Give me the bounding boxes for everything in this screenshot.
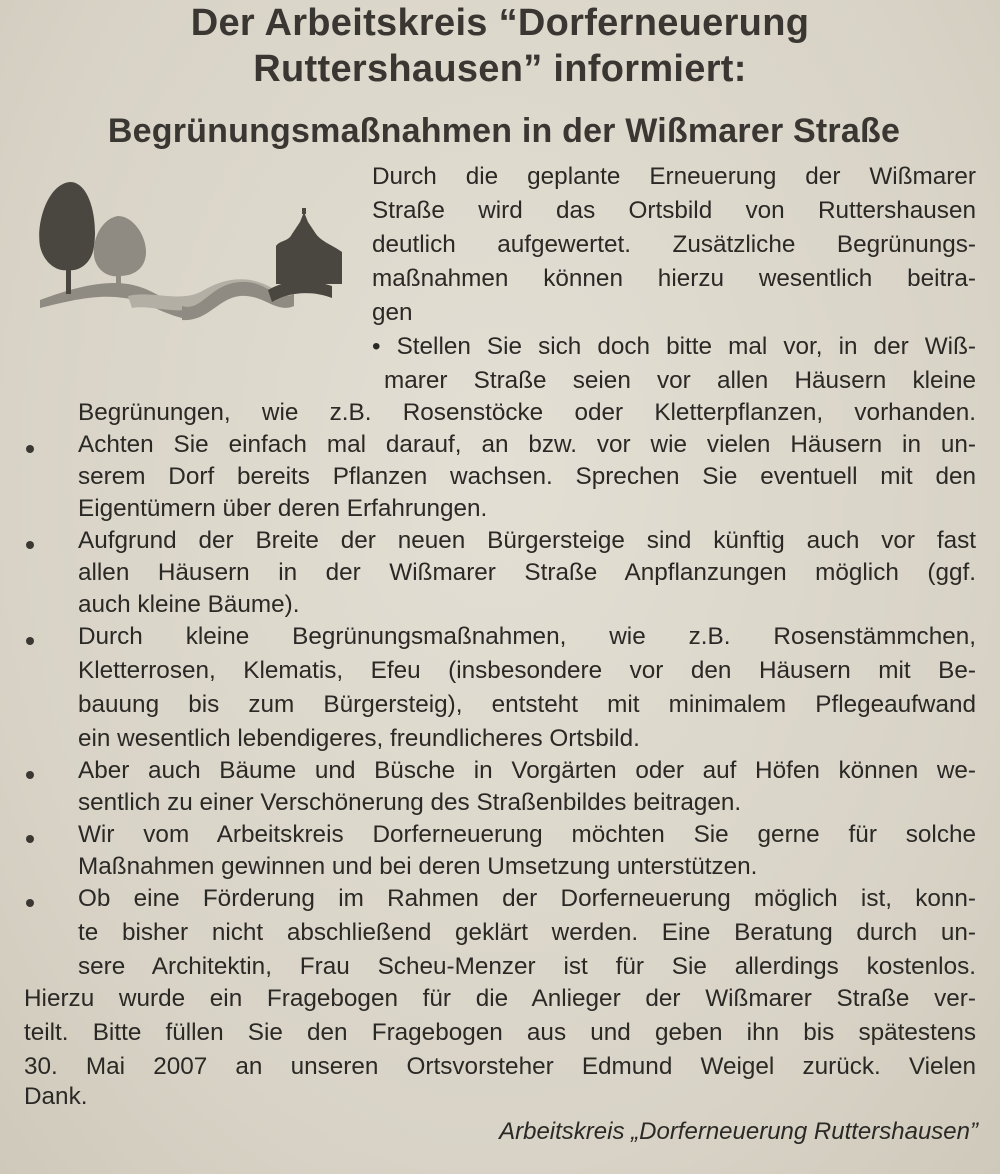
bullet-marker bbox=[26, 899, 34, 907]
closing-line: teilt. Bitte füllen Sie den Fragebogen aus und geben ihn bis spätestens bbox=[24, 1019, 976, 1046]
bullet-line: sere Architektin, Frau Scheu-Menzer ist für Sie allerdings kostenlos. bbox=[78, 953, 976, 980]
closing-line: Dank. bbox=[24, 1083, 88, 1110]
intro-line: maßnahmen können hierzu wesentlich beitra- bbox=[372, 265, 976, 292]
bullet-line: allen Häusern in der Wißmarer Straße Anpflanzungen möglich (ggf. bbox=[78, 559, 976, 586]
bullet-marker bbox=[26, 541, 34, 549]
bullet-line: Ob eine Förderung im Rahmen der Dorferneuerung möglich ist, konn- bbox=[78, 885, 976, 912]
bullet-line: • Stellen Sie sich doch bitte mal vor, in der Wiß- bbox=[372, 333, 976, 360]
bullet-line: serem Dorf bereits Pflanzen wachsen. Sprechen Sie eventuell mit den bbox=[78, 463, 976, 490]
bullet-line: te bisher nicht abschließend geklärt werden. Eine Beratung durch un- bbox=[78, 919, 976, 946]
intro-line: deutlich aufgewertet. Zusätzliche Begrünungs- bbox=[372, 231, 976, 258]
bullet-line: marer Straße seien vor allen Häusern kleine bbox=[384, 367, 976, 394]
bullet-line: Begrünungen, wie z.B. Rosenstöcke oder Kletterpflanzen, vorhanden. bbox=[78, 399, 976, 426]
bullet-marker bbox=[26, 445, 34, 453]
bullet-line: sentlich zu einer Verschönerung des Straßenbildes beitragen. bbox=[78, 789, 742, 816]
headline-line-2: Ruttershausen” informiert: bbox=[253, 48, 747, 90]
bullet-line: Aufgrund der Breite der neuen Bürgersteige sind künftig auch vor fast bbox=[78, 527, 976, 554]
bullet-line: bauung bis zum Bürgersteig), entsteht mit minimalem Pflegeaufwand bbox=[78, 691, 976, 718]
village-trees-church-icon bbox=[32, 172, 350, 332]
bullet-line: Wir vom Arbeitskreis Dorferneuerung möchten Sie gerne für solche bbox=[78, 821, 976, 848]
bullet-line: Eigentümern über deren Erfahrungen. bbox=[78, 495, 488, 522]
closing-line: Hierzu wurde ein Fragebogen für die Anlieger der Wißmarer Straße ver- bbox=[24, 985, 976, 1012]
closing-line: 30. Mai 2007 an unseren Ortsvorsteher Edmund Weigel zurück. Vielen bbox=[24, 1053, 976, 1080]
article-subtitle: Begrünungsmaßnahmen in der Wißmarer Straße bbox=[107, 112, 901, 150]
bullet-line: Durch kleine Begrünungsmaßnahmen, wie z.B. Rosenstämmchen, bbox=[78, 623, 976, 650]
bullet-line: auch kleine Bäume). bbox=[78, 591, 300, 618]
bullet-marker bbox=[26, 771, 34, 779]
bullet-line: Kletterrosen, Klematis, Efeu (insbesondere vor den Häusern mit Be- bbox=[78, 657, 976, 684]
intro-line: Durch die geplante Erneuerung der Wißmarer bbox=[372, 163, 976, 190]
intro-line: gen bbox=[372, 299, 413, 326]
bullet-line: Maßnahmen gewinnen und bei deren Umsetzung unterstützen. bbox=[78, 853, 758, 880]
signature: Arbeitskreis „Dorferneuerung Ruttershausen” bbox=[499, 1118, 978, 1145]
bullet-marker bbox=[26, 835, 34, 843]
bullet-line: ein wesentlich lebendigeres, freundlicheres Ortsbild. bbox=[78, 725, 640, 752]
bullet-marker bbox=[26, 637, 34, 645]
headline-line-1: Der Arbeitskreis “Dorferneuerung bbox=[190, 2, 810, 44]
bullet-line: Achten Sie einfach mal darauf, an bzw. vor wie vielen Häusern in un- bbox=[78, 431, 976, 458]
intro-line: Straße wird das Ortsbild von Ruttershausen bbox=[372, 197, 976, 224]
bullet-line: Aber auch Bäume und Büsche in Vorgärten oder auf Höfen können we- bbox=[78, 757, 976, 784]
